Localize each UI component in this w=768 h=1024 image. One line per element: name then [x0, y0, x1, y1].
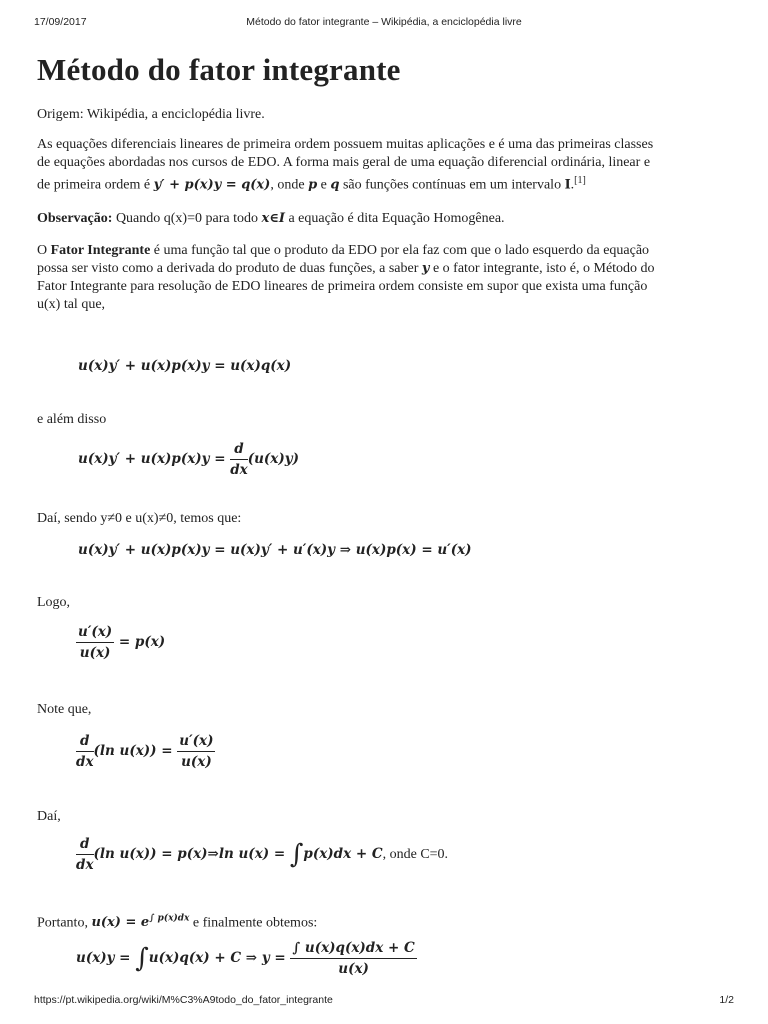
observation-paragraph [37, 210, 505, 228]
observation-text: Quando q(x)=0 para todo [115, 211, 258, 226]
intro-line-3 [37, 172, 737, 195]
eq5-derivative [76, 733, 94, 770]
print-url: https://pt.wikipedia.org/wiki/M%C3%A9todo_do_fator_integrante [34, 994, 333, 1006]
fi-text: O [37, 243, 48, 258]
intro-text: , onde [270, 177, 305, 193]
math-q: q [330, 177, 340, 193]
fi-text: e o fator integrante, isto é, o Método do [432, 261, 655, 276]
eq7-fraction [290, 940, 416, 977]
eq2-derivative [230, 441, 248, 478]
eq7-part-b: u(x)q(x) + C ⇒ y = [148, 950, 286, 966]
eq6-dx: dx [76, 857, 94, 873]
eq6-part-b: p(x)dx + C [303, 846, 383, 862]
intro-line-2: de equações abordadas nos cursos de EDO. A forma mais geral de uma equação diferencial ordinária, linear e [37, 155, 651, 170]
fi-line-3: Fator Integrante para resolução de EDO lineares de primeira ordem consiste em supor que exista uma função [37, 279, 648, 294]
eq2-rhs: (u(x)y) [247, 451, 299, 467]
eq5-d: d [76, 733, 94, 752]
eq5-denominator: u(x) [181, 754, 212, 770]
eq4-denominator: u(x) [79, 645, 111, 661]
equation-5 [76, 733, 215, 770]
eq4-rhs: = p(x) [118, 634, 166, 650]
text-note-que: Note que, [37, 702, 92, 717]
eq6-derivative [76, 836, 94, 873]
math-y: y [421, 261, 430, 276]
math-p: p [308, 177, 318, 193]
print-page-title: Método do fator integrante – Wikipédia, a enciclopédia livre [246, 16, 522, 28]
print-page-number: 1/2 [719, 994, 734, 1006]
intro-text: e [320, 177, 327, 193]
eq7-numerator: ∫ u(x)q(x)dx + C [290, 940, 416, 959]
portanto-text: Portanto, [37, 915, 88, 931]
article-title: Método do fator integrante [37, 52, 401, 87]
integrating-factor-paragraph [37, 242, 737, 314]
equation-3: u(x)y′ + u(x)p(x)y = u(x)y′ + u′(x)y ⇒ u(x)p(x) = u′(x) [78, 542, 472, 558]
equation-4 [76, 624, 165, 661]
eq2-lhs: u(x)y′ + u(x)p(x)y = [78, 451, 226, 467]
intro-text: são funções contínuas em um intervalo [342, 177, 562, 193]
eq5-dx: dx [76, 754, 94, 770]
fi-bold-term: Fator Integrante [50, 243, 151, 258]
eq7-denominator: u(x) [338, 961, 369, 977]
eq6-d: d [76, 836, 94, 855]
eq7-part-a: u(x)y = [76, 950, 131, 966]
eq2-dx: dx [230, 462, 248, 478]
math-interval-i: I [564, 177, 571, 193]
eq4-fraction [76, 624, 114, 661]
origin-line: Origem: Wikipédia, a enciclopédia livre. [37, 107, 265, 122]
portanto-math [91, 915, 189, 930]
integral-sign: ∫ [289, 839, 304, 870]
intro-equation: y′ + p(x)y = q(x) [153, 177, 271, 193]
text-e-alem-disso: e além disso [37, 412, 107, 427]
fi-text: é uma função tal que o produto da EDO por ela faz com que o lado esquerdo da equação [153, 243, 650, 258]
fi-line-1 [37, 242, 737, 260]
portanto-text: e finalmente obtemos: [192, 915, 318, 931]
eq2-d: d [230, 441, 248, 460]
eq4-numerator: u′(x) [76, 624, 114, 643]
observation-label: Observação: [37, 211, 113, 226]
portanto-math-base: u(x) = e [91, 915, 150, 931]
equation-1: u(x)y′ + u(x)p(x)y = u(x)q(x) [78, 358, 292, 374]
text-logo: Logo, [37, 595, 71, 610]
intro-paragraph [37, 136, 737, 195]
equation-7 [76, 940, 417, 977]
eq5-middle: (ln u(x)) = [93, 743, 173, 759]
eq6-note: , onde C=0. [382, 847, 449, 862]
eq5-fraction [177, 733, 215, 770]
equation-2 [78, 441, 299, 478]
article [37, 52, 727, 88]
equation-6 [76, 836, 448, 873]
fi-text: possa ser visto como a derivada do produto de duas funções, a saber [37, 261, 419, 276]
text-dai-2: Daí, [37, 809, 61, 824]
intro-line-1: As equações diferenciais lineares de primeira ordem possuem muitas aplicações e é uma das primeiras classes [37, 137, 654, 152]
print-date: 17/09/2017 [34, 16, 87, 28]
observation-text: a equação é dita Equação Homogênea. [288, 211, 505, 226]
integral-sign: ∫ [135, 943, 149, 974]
intro-text: de primeira ordem é [37, 177, 151, 193]
fi-line-2 [37, 260, 737, 278]
observation-math: x∈I [261, 211, 285, 226]
portanto-math-exponent: ∫ p(x)dx [149, 914, 190, 924]
reference-link[interactable]: [1] [574, 175, 586, 186]
intro-text: . [570, 177, 575, 193]
fi-line-4: u(x) tal que, [37, 297, 106, 312]
eq6-part-a: (ln u(x)) = p(x)⇒ln u(x) = [93, 846, 286, 862]
text-dai-1: Daí, sendo y≠0 e u(x)≠0, temos que: [37, 511, 242, 526]
eq5-numerator: u′(x) [177, 733, 215, 752]
text-portanto [37, 910, 317, 932]
